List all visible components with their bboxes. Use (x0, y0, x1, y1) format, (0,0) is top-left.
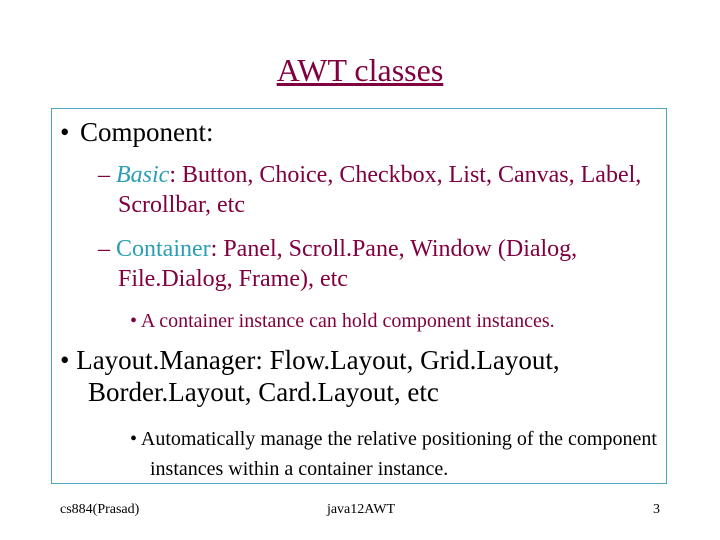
bullet-marker: • (130, 310, 141, 332)
slide-title: AWT classes (276, 52, 444, 88)
bullet-component-label: Component: (80, 117, 214, 147)
dash-marker: – (98, 236, 116, 262)
term-basic: Basic (116, 162, 170, 188)
term-container: Container (116, 236, 211, 262)
basic-list: Button, Choice, Checkbox, List, Canvas, Label, Scrollbar, etc (118, 162, 642, 218)
container-note-text: A container instance can hold component instances. (140, 310, 555, 332)
footer-page-number: 3 (653, 502, 660, 517)
sub-bullet-basic (98, 160, 678, 220)
layout-note-text: Automatically manage the relative positioning of the component instances within a container instance. (140, 428, 657, 480)
sub-bullet-container (98, 234, 678, 294)
bullet-component (60, 116, 214, 148)
bullet-marker: • (60, 345, 77, 375)
bullet-marker: • (60, 117, 70, 147)
sub-sub-bullet-layout-note (130, 424, 690, 484)
footer-file: java12AWT (326, 502, 396, 517)
dash-marker: – (98, 162, 116, 188)
footer-author: cs884(Prasad) (60, 502, 140, 517)
term-sep: : (169, 162, 182, 188)
bullet-layout-manager (60, 344, 688, 408)
container-list: Panel, Scroll.Pane, Window (Dialog, File.Dialog, Frame), etc (118, 236, 578, 292)
layout-manager-text: Layout.Manager: Flow.Layout, Grid.Layout, Border.Layout, Card.Layout, etc (76, 345, 560, 407)
sub-sub-bullet-container-note (130, 306, 555, 336)
term-sep: : (210, 236, 224, 262)
bullet-marker: • (130, 428, 141, 450)
